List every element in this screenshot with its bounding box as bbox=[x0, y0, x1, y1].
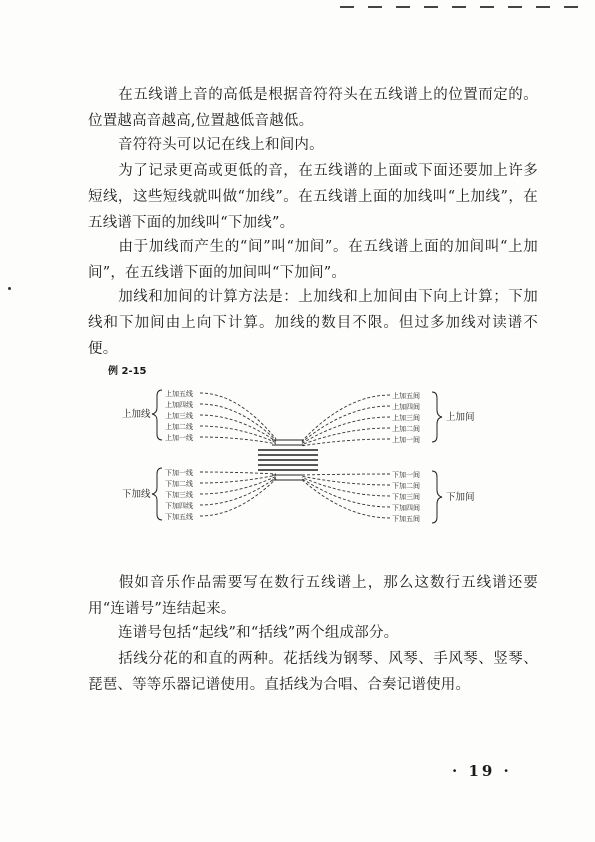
leader-upper-space bbox=[302, 428, 390, 445]
leader-lower-space bbox=[302, 480, 390, 518]
label-lower-space-4: 下加四间 bbox=[392, 504, 420, 512]
header-dashed-rule bbox=[340, 6, 588, 8]
group-upper-lines: 上加线 bbox=[122, 409, 151, 420]
label-lower-line-5: 下加五线 bbox=[165, 513, 193, 521]
label-lower-line-1: 下加一线 bbox=[165, 469, 193, 477]
group-lower-spaces: 下加间 bbox=[446, 492, 475, 503]
paragraph-pitch-position: 在五线谱上音的高低是根据音符符头在五线谱上的位置而定的。位置越高音越高,位置越低音越低。 bbox=[88, 87, 538, 129]
label-upper-line-4: 上加四线 bbox=[165, 401, 193, 409]
label-upper-space-5: 上加五间 bbox=[392, 392, 420, 400]
scan-speck bbox=[8, 287, 11, 290]
group-upper-spaces: 上加间 bbox=[446, 412, 475, 423]
lower-lines-brace bbox=[152, 468, 162, 520]
upper-spaces-labels bbox=[392, 391, 420, 444]
label-lower-space-2: 下加二间 bbox=[392, 482, 420, 490]
upper-lines-labels bbox=[165, 389, 193, 442]
lower-lines-labels bbox=[165, 468, 193, 521]
staff-lines bbox=[258, 450, 318, 470]
label-lower-space-5: 下加五间 bbox=[392, 515, 420, 523]
leader-upper-space bbox=[302, 406, 390, 442]
leader-lower-line bbox=[200, 472, 276, 474]
leader-upper-space bbox=[302, 417, 390, 443]
upper-lines-brace bbox=[152, 390, 162, 440]
leader-lower-space bbox=[302, 476, 390, 485]
leader-upper-space bbox=[302, 395, 390, 441]
label-lower-space-1: 下加一间 bbox=[392, 471, 420, 479]
paragraph-ledger-spaces: 由于加线而产生的“间”叫“加间”。在五线谱上面的加间叫“上加间”，在五线谱下面的加间叫“下加间”。 bbox=[88, 239, 538, 281]
leader-upper-line bbox=[200, 426, 276, 443]
group-lower-lines: 下加线 bbox=[122, 489, 151, 500]
leader-lower-line bbox=[200, 476, 276, 494]
label-upper-space-4: 上加四间 bbox=[392, 403, 420, 411]
paragraph-brace-intro: 假如音乐作品需要写在数行五线谱上，那么这数行五线谱还要用“连谱号”连结起来。 bbox=[88, 575, 538, 617]
label-upper-line-5: 上加五线 bbox=[165, 390, 193, 398]
leader-lower-line bbox=[200, 475, 276, 483]
upper-spaces-brace bbox=[432, 392, 442, 442]
label-upper-line-2: 上加二线 bbox=[165, 423, 193, 431]
lower-spaces-brace bbox=[432, 471, 442, 523]
label-upper-line-3: 上加三线 bbox=[165, 412, 193, 420]
leader-lower-space bbox=[302, 474, 390, 475]
label-lower-line-4: 下加四线 bbox=[165, 502, 193, 510]
label-upper-line-1: 上加一线 bbox=[165, 434, 193, 442]
paragraph-counting-method: 加线和加间的计算方法是：上加线和上加间由下向上计算；下加线和下加间由上向下计算。加线的数目不限。但过多加线对读谱不便。 bbox=[88, 289, 538, 357]
label-lower-space-3: 下加三间 bbox=[392, 493, 420, 501]
lower-spaces-labels bbox=[392, 470, 420, 523]
page-number: · 19 · bbox=[452, 762, 512, 780]
paragraph-ledger-lines: 为了记录更高或更低的音，在五线谱的上面或下面还要加上许多短线，这些短线就叫做“加线”。在五线谱上面的加线叫“上加线”，在五线谱下面的加线叫“下加线”。 bbox=[88, 163, 538, 231]
label-lower-line-3: 下加三线 bbox=[165, 491, 193, 499]
example-label: 例 2-15 bbox=[108, 366, 147, 377]
label-upper-space-1: 上加一间 bbox=[392, 436, 420, 444]
leader-upper-line bbox=[200, 404, 276, 440]
ledger-lines-diagram bbox=[100, 378, 480, 540]
paragraph-brace-parts: 连谱号包括“起线”和“括线”两个组成部分。 bbox=[118, 625, 399, 641]
paragraph-note-heads: 音符符头可以记在线上和间内。 bbox=[118, 137, 324, 153]
label-lower-line-2: 下加二线 bbox=[165, 480, 193, 488]
leader-lower-line bbox=[200, 479, 276, 516]
leader-lower-space bbox=[302, 477, 390, 496]
label-upper-space-3: 上加三间 bbox=[392, 414, 420, 422]
paragraph-brace-types: 括线分花的和直的两种。花括线为钢琴、风琴、手风琴、竖琴、琵琶、等等乐器记谱使用。直括线为合唱、合奏记谱使用。 bbox=[88, 651, 538, 693]
label-upper-space-2: 上加二间 bbox=[392, 425, 420, 433]
